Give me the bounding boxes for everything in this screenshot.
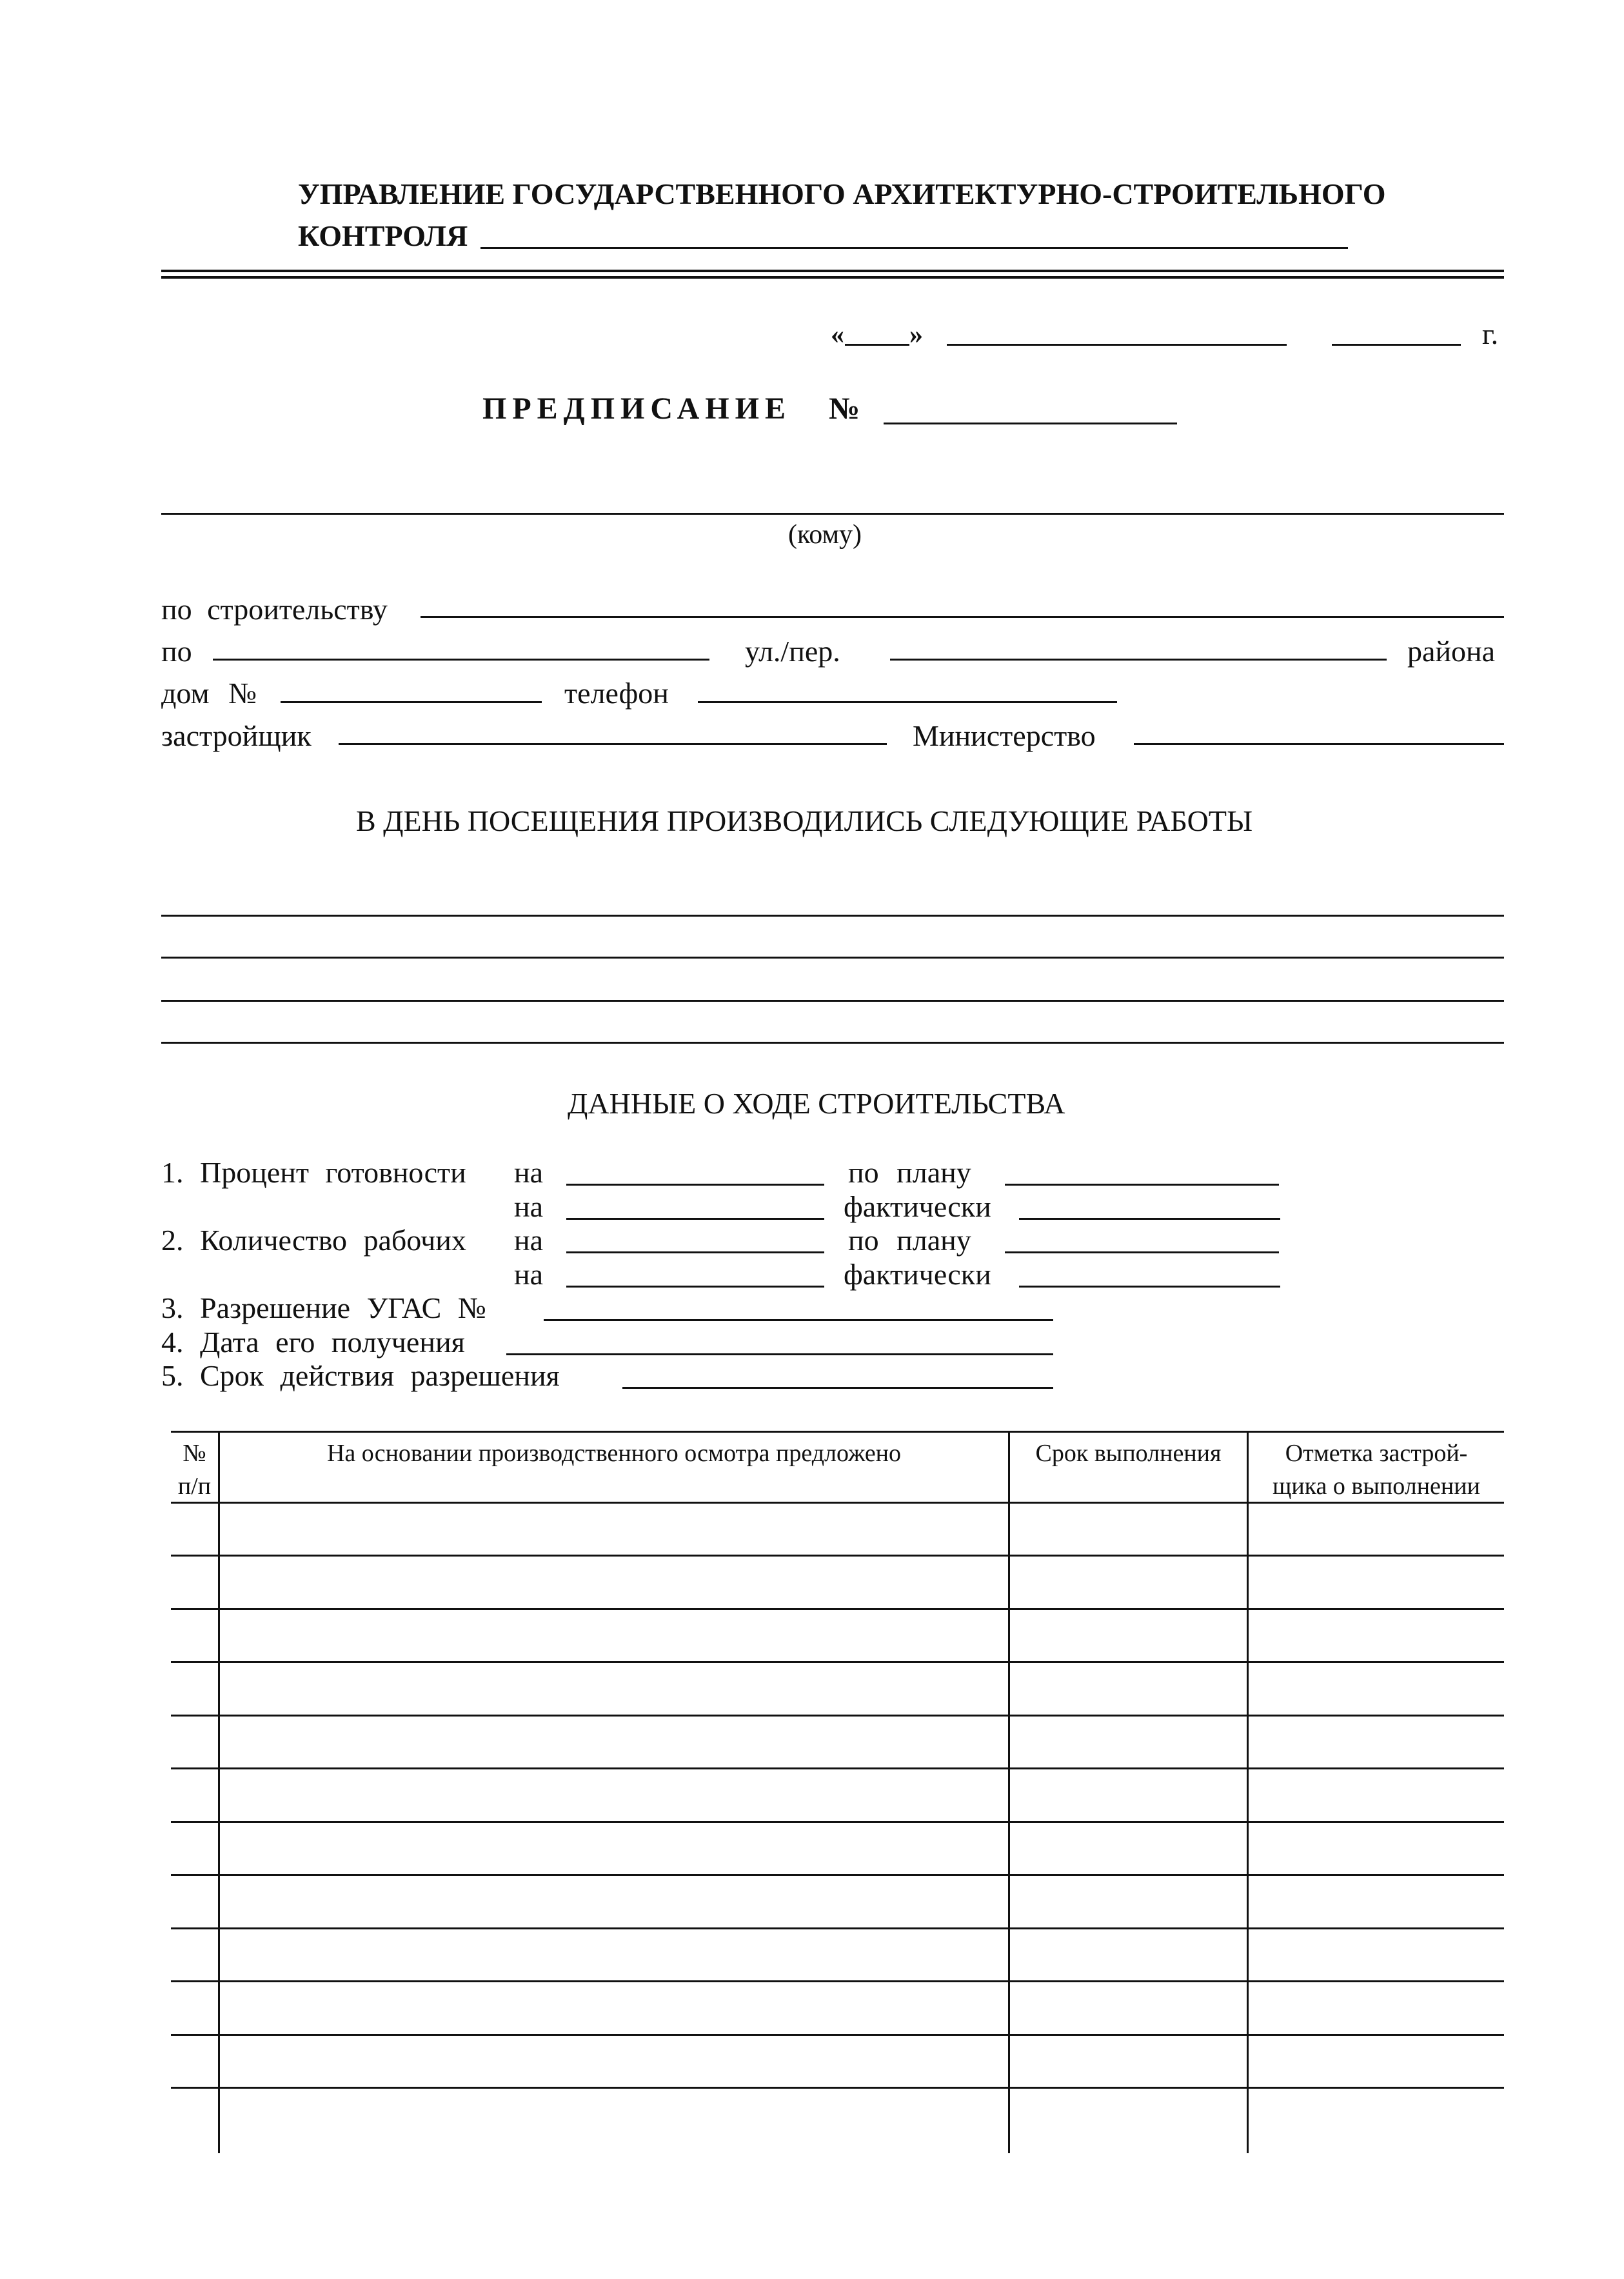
progress-item2-actual-value-field[interactable] [1019,1286,1280,1288]
progress-heading: ДАННЫЕ О ХОДЕ СТРОИТЕЛЬСТВА [568,1087,1065,1120]
header-rule-top [161,270,1504,272]
col-header-mark [1249,1437,1504,1504]
col-header-mark-line2: щика о выполнении [1272,1473,1480,1500]
progress-item2-actual-date-field[interactable] [566,1286,824,1288]
progress-item2-plan-label: по плану [848,1224,971,1257]
ministry-field[interactable] [1134,743,1504,745]
table-col-divider-1 [218,1431,220,2153]
progress-item4-label: 4. Дата его получения [161,1326,465,1358]
po-field[interactable] [213,659,709,661]
progress-item1-label: 1. Процент готовности [161,1156,466,1189]
works-line-4[interactable] [161,1042,1504,1044]
developer-label: застройщик [161,719,312,752]
developer-field[interactable] [339,743,887,745]
addressee-caption: (кому) [788,520,862,550]
progress-item1-plan-label: по плану [848,1156,971,1189]
table-row[interactable] [171,1608,1504,1610]
construction-field[interactable] [421,616,1504,618]
date-day-field[interactable] [845,344,909,346]
year-suffix: г. [1482,317,1499,350]
col-header-number [171,1437,218,1504]
header-rule-bottom [161,276,1504,279]
table-row[interactable] [171,1980,1504,1982]
phone-label: телефон [564,677,669,710]
house-label: дом № [161,677,257,710]
progress-item5-label: 5. Срок действия разрешения [161,1359,560,1392]
progress-item1-actual-label: фактически [844,1190,991,1223]
title-number-sign: № [829,392,860,426]
ministry-label: Министерство [913,719,1096,752]
progress-item2-label: 2. Количество рабочих [161,1224,466,1257]
col-header-number-line1: № [183,1440,206,1467]
progress-item2-on-actual: на [514,1258,544,1291]
table-row[interactable] [171,1715,1504,1717]
table-col-divider-2 [1008,1431,1010,2153]
table-row[interactable] [171,1821,1504,1823]
progress-item2-actual-label: фактически [844,1258,991,1291]
table-top-rule [171,1431,1504,1433]
progress-item2-on-plan: на [514,1224,544,1257]
progress-item2-plan-value-field[interactable] [1005,1251,1279,1253]
table-row[interactable] [171,1927,1504,1929]
progress-item1-plan-date-field[interactable] [566,1184,824,1186]
district-label: района [1407,635,1496,668]
progress-item2-plan-date-field[interactable] [566,1251,824,1253]
table-col-divider-3 [1247,1431,1249,2153]
works-line-2[interactable] [161,957,1504,959]
org-title-line1: УПРАВЛЕНИЕ ГОСУДАРСТВЕННОГО АРХИТЕКТУРНО-СТРОИТЕЛЬНОГО [298,177,1386,210]
progress-item1-actual-date-field[interactable] [566,1218,824,1220]
date-open-quote: « [831,320,844,350]
permit-number-field[interactable] [544,1319,1053,1321]
progress-item1-actual-value-field[interactable] [1019,1218,1280,1220]
document-title: ПРЕДПИСАНИЕ [482,392,791,426]
phone-field[interactable] [698,701,1117,703]
date-close-quote: » [909,320,923,350]
col-header-proposed: На основании производственного осмотра предложено [326,1440,902,1467]
table-row[interactable] [171,2034,1504,2036]
org-name-field[interactable] [480,247,1348,249]
po-label: по [161,635,192,668]
street-field[interactable] [890,659,1387,661]
table-row[interactable] [171,1874,1504,1876]
house-field[interactable] [281,701,542,703]
progress-item1-on-plan: на [514,1156,544,1189]
table-row[interactable] [171,1555,1504,1557]
prescription-number-field[interactable] [884,423,1177,424]
col-header-number-line2: п/п [177,1473,212,1500]
progress-item3-label: 3. Разрешение УГАС № [161,1291,486,1324]
col-header-mark-line1: Отметка застрой- [1285,1440,1468,1467]
progress-item1-plan-value-field[interactable] [1005,1184,1279,1186]
works-line-1[interactable] [161,915,1504,917]
org-title-line2: КОНТРОЛЯ [298,219,468,252]
date-month-field[interactable] [947,344,1287,346]
permit-validity-field[interactable] [622,1387,1053,1389]
col-header-deadline: Срок выполнения [1035,1440,1222,1467]
construction-label: по строительству [161,593,388,626]
table-row[interactable] [171,1661,1504,1663]
table-row[interactable] [171,2087,1504,2089]
date-year-field[interactable] [1332,344,1461,346]
works-line-3[interactable] [161,1000,1504,1002]
progress-item1-on-actual: на [514,1190,544,1223]
works-heading: В ДЕНЬ ПОСЕЩЕНИЯ ПРОИЗВОДИЛИСЬ СЛЕДУЮЩИЕ РАБОТЫ [356,804,1253,837]
addressee-field[interactable] [161,513,1504,515]
street-label: ул./пер. [745,635,840,668]
table-row[interactable] [171,1767,1504,1769]
permit-date-field[interactable] [506,1353,1053,1355]
